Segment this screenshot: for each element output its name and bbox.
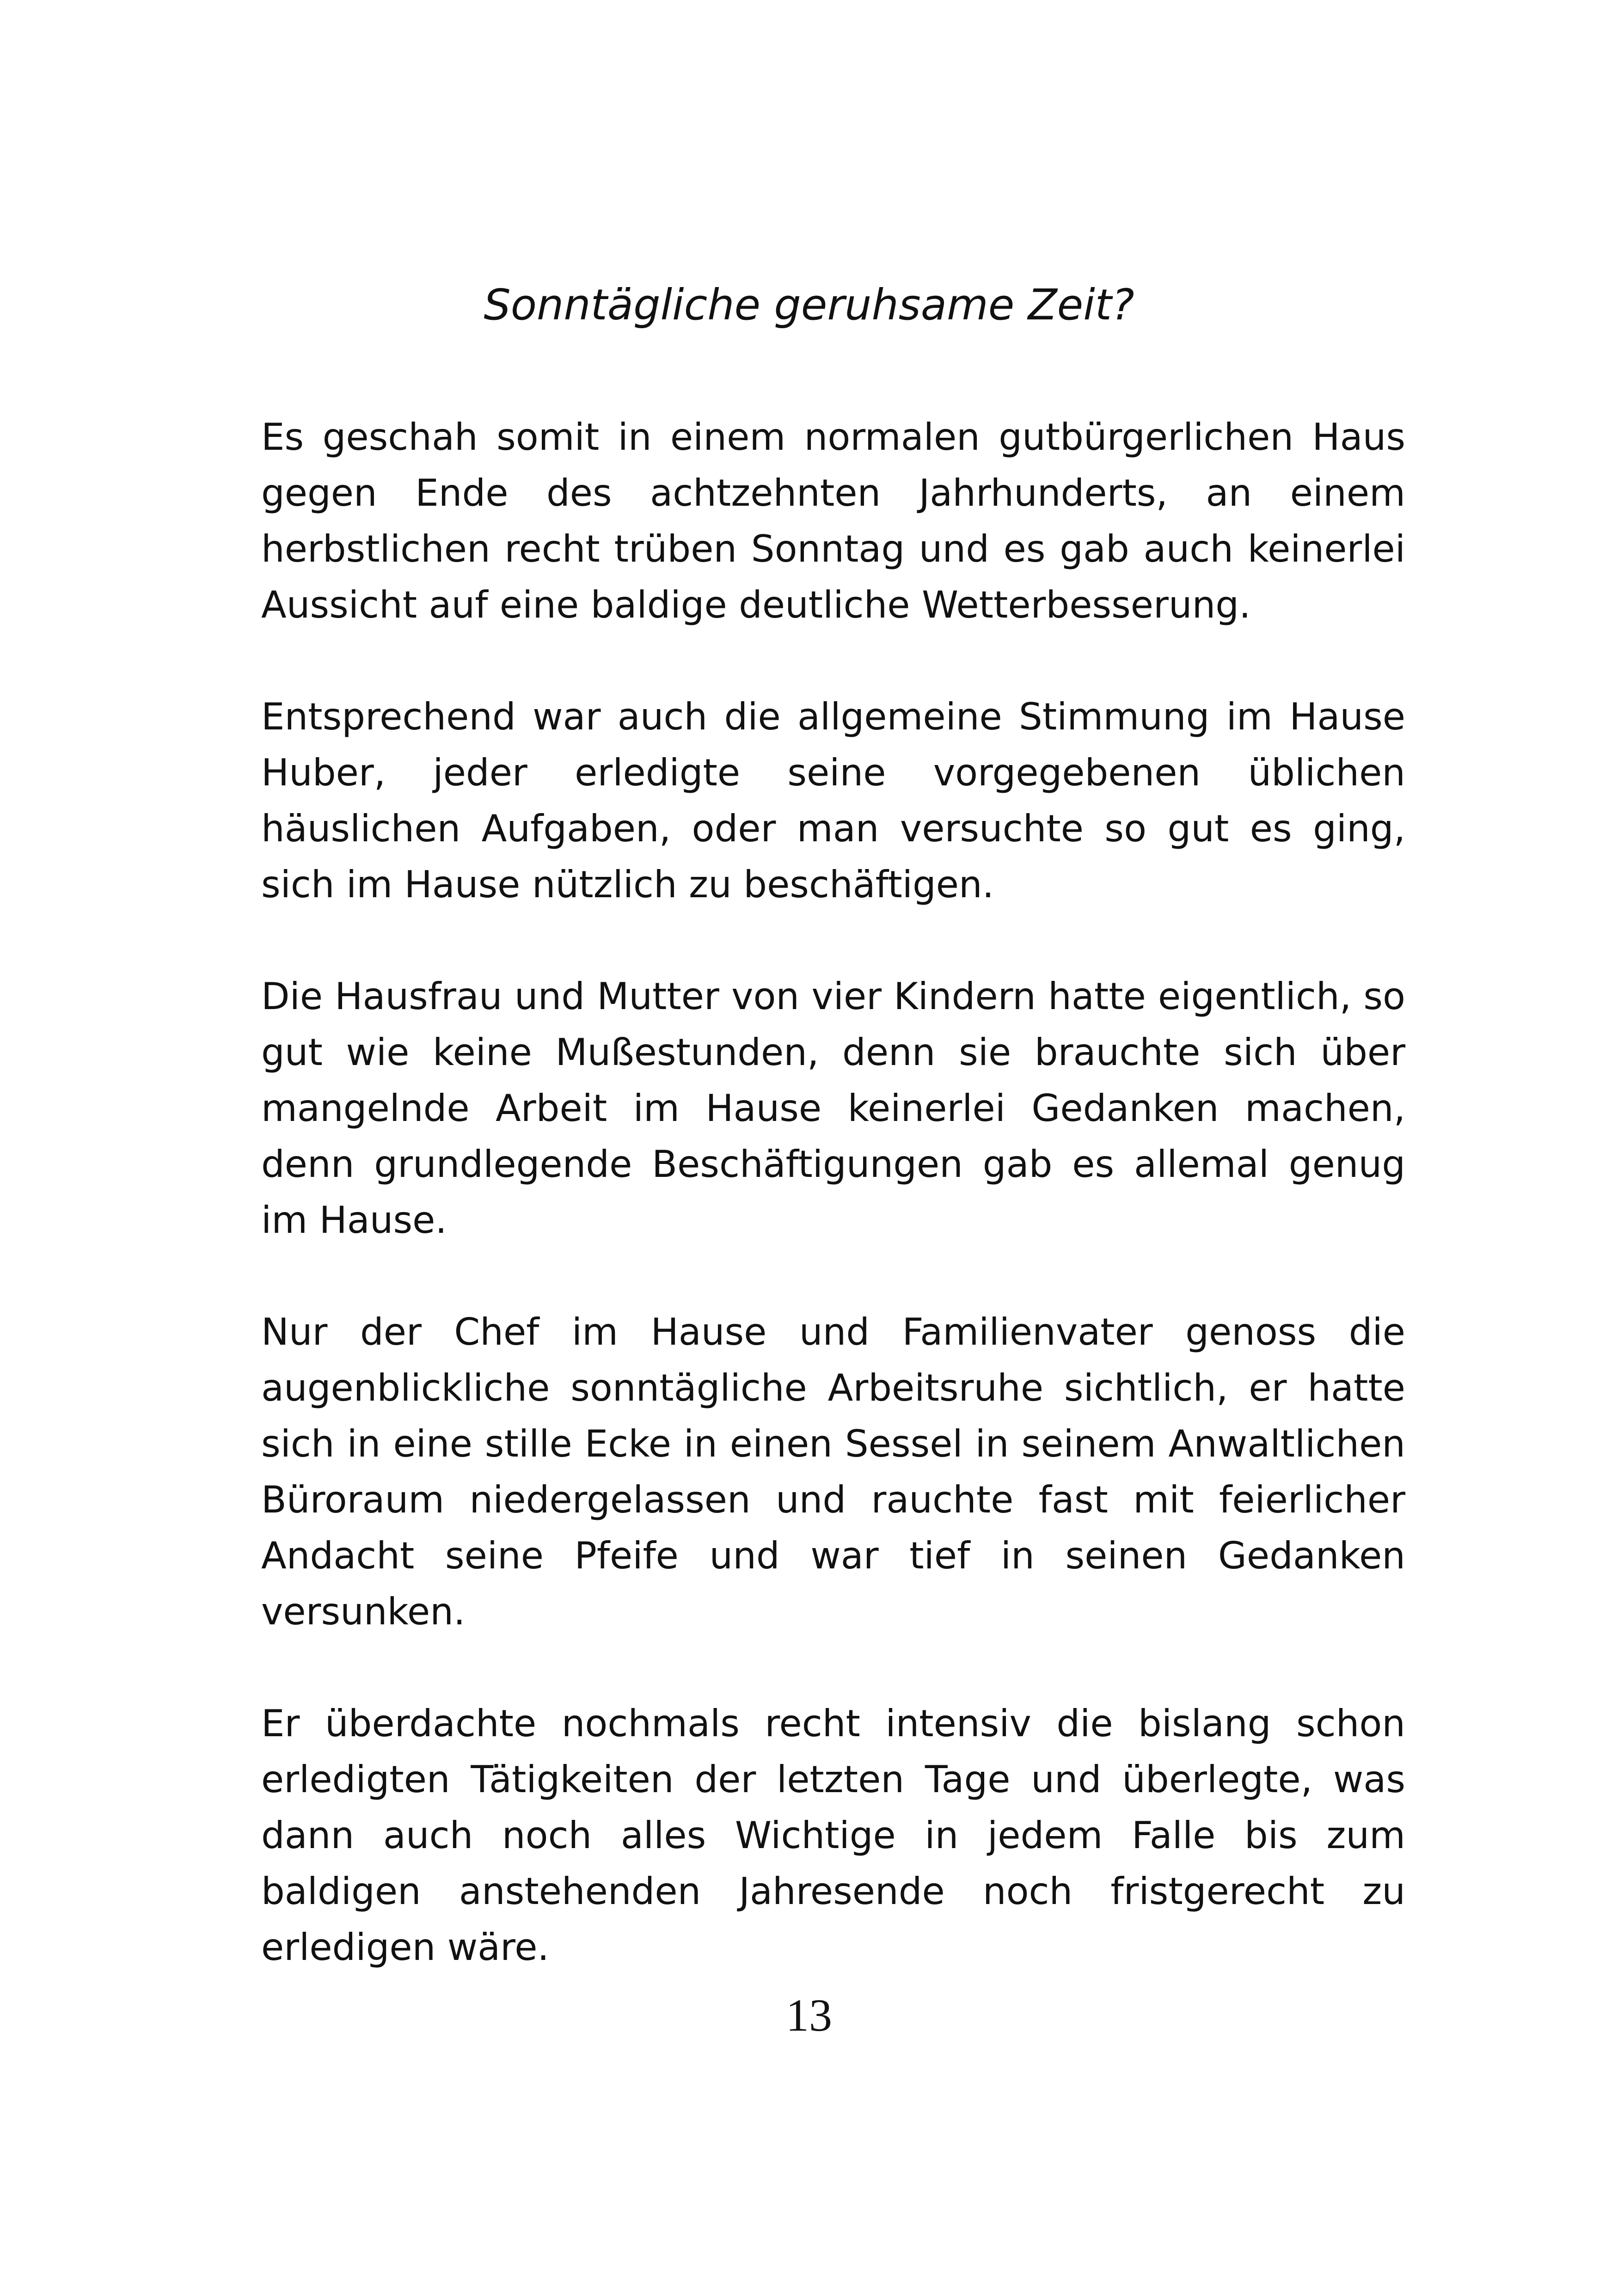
paragraph-5: Er überdachte nochmals recht intensiv die bislang schon erledigten Tätigkeiten der letzten Tage und überlegte, was dann auch noch alles Wichtige in jedem Falle bis zum baldigen anstehenden Jahresende noch fristgerecht zu erledigen wäre. [261,1702,1405,1969]
body-text [261,409,1405,2031]
paragraph-4: Nur der Chef im Hause und Familienvater genoss die augenblickliche sonntägliche Arbeitsruhe sichtlich, er hatte sich in eine stille Ecke in einen Sessel in seinem Anwaltlichen Büroraum niedergelassen und rauchte fast mit feierlicher Andacht seine Pfeife und war tief in seinen Gedanken versunken. [261,1310,1405,1633]
chapter-title: Sonntägliche geruhsame Zeit? [484,280,1134,330]
paragraph-2: Entsprechend war auch die allgemeine Stimmung im Hause Huber, jeder erledigte seine vorgegebenen üblichen häuslichen Aufgaben, oder man versuchte so gut es ging, sich im Hause nützlich zu beschäftigen. [261,695,1405,906]
paragraph-3: Die Hausfrau und Mutter von vier Kindern hatte eigentlich, so gut wie keine Mußestunden, denn sie brauchte sich über mangelnde Arbeit im Hause keinerlei Gedanken machen, denn grundlegende Beschäftigungen gab es allemal genug im Hause. [261,975,1405,1242]
paragraph-1: Es geschah somit in einem normalen gutbürgerlichen Haus gegen Ende des achtzehnten Jahrhunderts, an einem herbstlichen recht trüben Sonntag und es gab auch keinerlei Aussicht auf eine baldige deutliche Wetterbesserung. [261,416,1405,626]
page-number: 13 [786,1990,832,2041]
